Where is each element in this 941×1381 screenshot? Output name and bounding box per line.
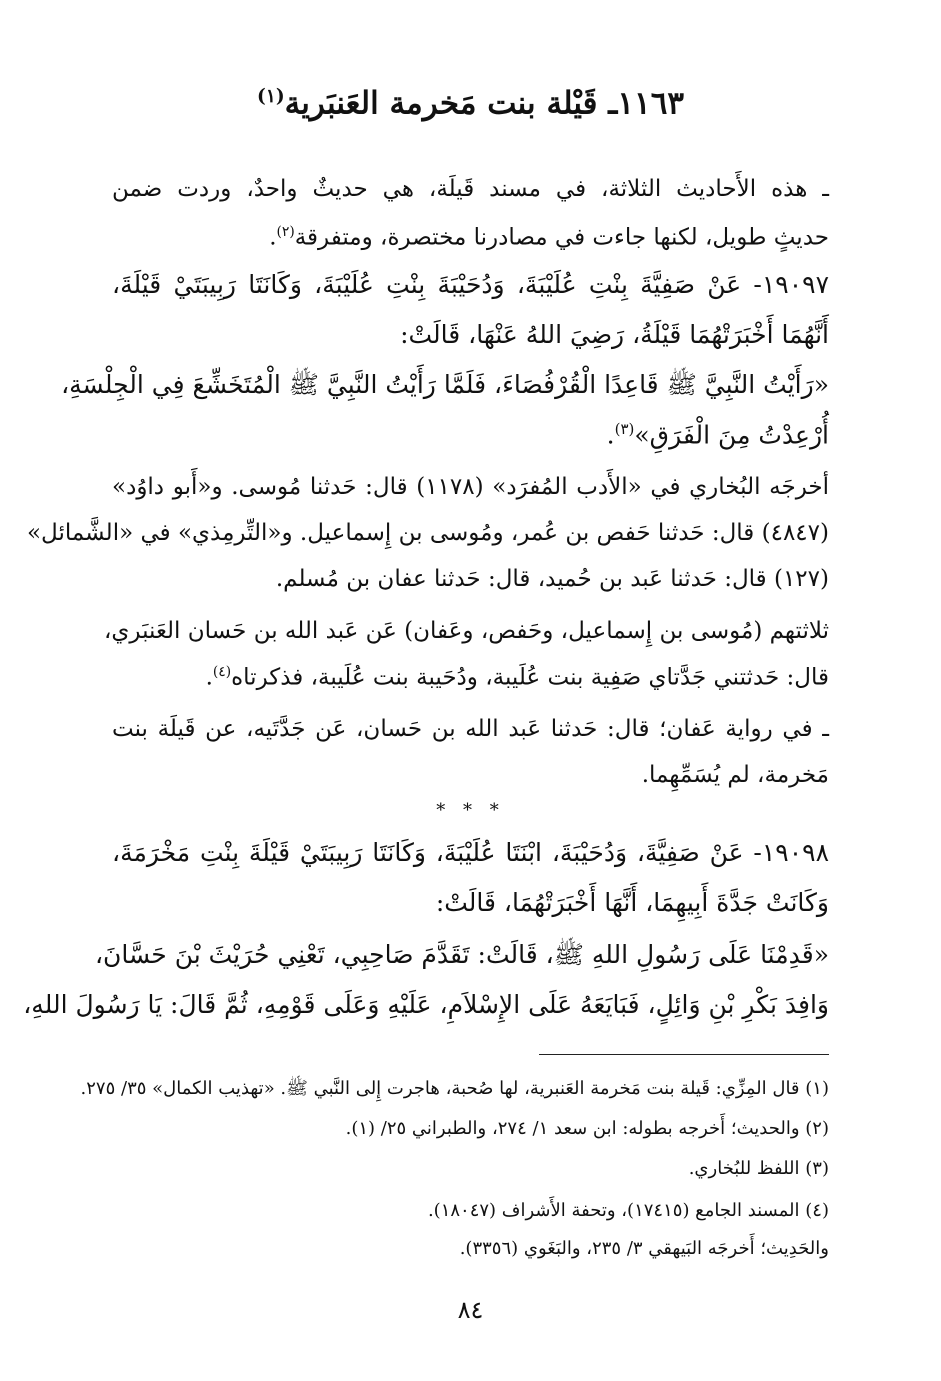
footnote-marker-4: (٤)	[212, 664, 232, 680]
footnote-3: (٣) اللفظ للبُخاري.	[688, 1158, 829, 1179]
chain-line-2-text: قال: حَدثتني جَدَّتاي صَفِية بنت عُلَيبة، ودُحَيبة بنت عُلَيبة، فذكرتاه	[231, 664, 829, 691]
variant-line-2: مَخرمة، لم يُسَمِّهِما.	[641, 762, 829, 788]
chapter-title: ١١٦٣ـ قَيْلة بنت مَخرمة العَنبَرية	[284, 85, 684, 122]
footnote-marker-2: (٢)	[276, 224, 295, 240]
footnote-4-continued: والحَدِيث؛ أَخرجَه البَيهقي ٣/ ٢٣٥، والبَغَوي (٣٣٥٦).	[459, 1238, 829, 1259]
footnote-2: (٢) والحديث؛ أَخرجه بطوله: ابن سعد ١/ ٢٧٤، والطبراني ٢٥/ (١).	[345, 1118, 829, 1139]
hadith-19098-line-2: وَكَانَتْ جَدَّةَ أَبِيهِمَا، أَنَّهَا أَخْبَرَتْهُمَا، قَالَتْ:	[435, 888, 829, 917]
footnote-divider	[539, 1054, 829, 1055]
intro-line-1: ـ هذه الأَحاديث الثلاثة، في مسند قَيلَة، هي حديثٌ واحدٌ، وردت ضمن	[112, 176, 829, 202]
footnote-1: (١) قال المِزِّي: قَيلة بنت مَخرمة العَنبرية، لها صُحبة، هاجرت إِلى النَّبي ﷺ. «تهذيب الكمال» ٣٥/ ٢٧٥.	[80, 1078, 829, 1099]
takhrij-line-1: أخرجَه البُخاري في «الأَدب المُفرَد» (١١٧٨) قال: حَدثنا مُوسى. و«أَبو داوُد»	[112, 474, 829, 500]
takhrij-line-2: (٤٨٤٧) قال: حَدثنا حَفص بن عُمر، ومُوسى بن إِسماعيل. و«التِّرمِذي» في «الشَّمائل»	[26, 520, 829, 546]
hadith-19097-line-3: «رَأَيْتُ النَّبِيَّ ﷺ قَاعِدًا الْقُرْفُصَاءَ، فَلَمَّا رَأَيْتُ النَّبِيَّ ﷺ الْمُتَخَشِّعَ فِي الْجِلْسَةِ،	[61, 370, 829, 399]
footnote-4: (٤) المسند الجامع (١٧٤١٥)، وتحفة الأَشراف (١٨٠٤٧).	[427, 1200, 829, 1221]
hadith-19097-line-4: أُرْعِدْتُ مِنَ الْفَرَقِ»$^{(٣)}$.	[606, 420, 829, 450]
chapter-heading	[0, 85, 941, 122]
intro-line-2: حديثٍ طويل، لكنها جاءت في مصادرنا مختصرة، ومتفرقة$^{(٢)}$.	[269, 224, 829, 251]
takhrij-line-3: (١٢٧) قال: حَدثنا عَبد بن حُميد، قال: حَدثنا عفان بن مُسلم.	[275, 566, 829, 592]
footnote-marker-3: (٣)	[614, 420, 635, 438]
hadith-19097-line-1: ١٩٠٩٧- عَنْ صَفِيَّةَ بِنْتِ عُلَيْبَةَ، وَدُحَيْبَةَ بِنْتِ عُلَيْبَةَ، وَكَانَتَا رَبِيبَتَيْ قَيْلَةَ،	[112, 270, 829, 299]
hadith-19097-line-2: أَنَّهُمَا أَخْبَرَتْهُمَا قَيْلَةُ، رَضِيَ اللهُ عَنْهَا، قَالَتْ:	[400, 320, 829, 349]
page-number: ٨٤	[457, 1296, 484, 1324]
section-separator: * * *	[436, 800, 505, 821]
chain-line-2: قال: حَدثتني جَدَّتاي صَفِية بنت عُلَيبة، ودُحَيبة بنت عُلَيبة، فذكرتاه$^{(٤)}$.	[205, 664, 829, 691]
footnote-marker-1: (١)	[257, 86, 285, 107]
hadith-19098-line-4: وَافِدَ بَكْرِ بْنِ وَائِلٍ، فَبَايَعَهُ عَلَى الإِسْلاَمِ، عَلَيْهِ وَعَلَى قَوْمِهِ، ثُمَّ قَالَ: يَا رَسُولَ اللهِ،	[23, 990, 829, 1019]
hadith-19098-line-3: «قَدِمْنَا عَلَى رَسُولِ اللهِ ﷺ، قَالَتْ: تَقَدَّمَ صَاحِبِي، تَعْنِي حُرَيْثَ بْنَ حَسَّانَ،	[94, 940, 829, 969]
chain-line-1: ثلاثتهم (مُوسى بن إِسماعيل، وحَفص، وعَفان) عَن عَبد الله بن حَسان العَنبَري،	[103, 618, 829, 644]
hadith-19098-line-1: ١٩٠٩٨- عَنْ صَفِيَّةَ، وَدُحَيْبَةَ، ابْنَتَا عُلَيْبَةَ، وَكَانَتَا رَبِيبَتَيْ قَيْلَةَ بِنْتِ مَخْرَمَةَ،	[112, 838, 829, 867]
hadith-19097-line-4-text: أُرْعِدْتُ مِنَ الْفَرَقِ»	[634, 420, 829, 450]
intro-line-2-text: حديثٍ طويل، لكنها جاءت في مصادرنا مختصرة، ومتفرقة	[294, 224, 829, 251]
variant-line-1: ـ في رواية عَفان؛ قال: حَدثنا عَبد الله بن حَسان، عَن جَدَّتَيه، عن قَيلَة بنت	[112, 716, 829, 742]
